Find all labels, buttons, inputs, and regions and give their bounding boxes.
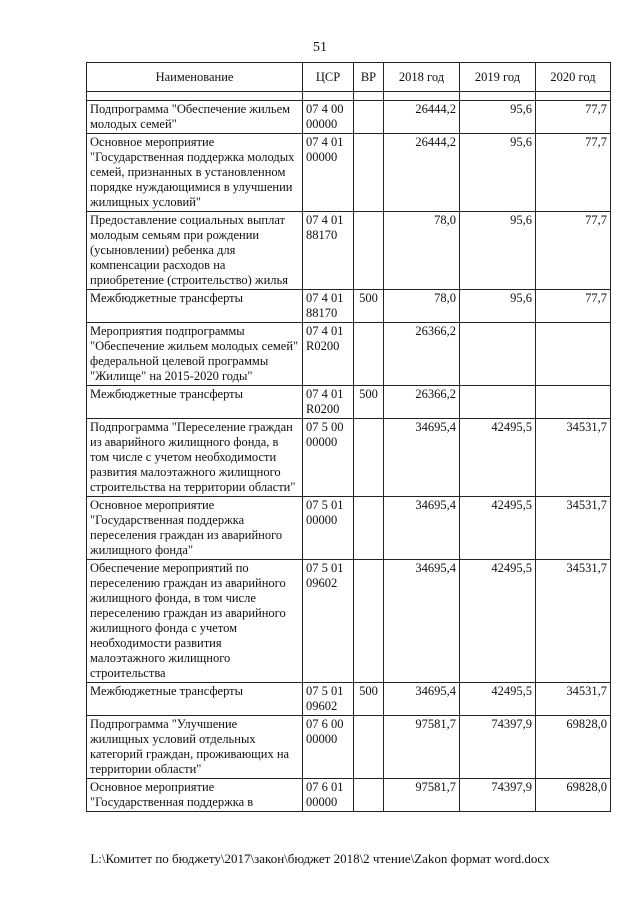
row-name: Мероприятия подпрограммы "Обеспечение жильем молодых семей" федеральной целевой программы "Жилище" на 2015-2020 годы" [87, 323, 303, 386]
row-vr [354, 779, 384, 812]
row-2019: 74397,9 [460, 779, 536, 812]
header-csr: ЦСР [303, 63, 354, 92]
row-name: Подпрограмма "Улучшение жилищных условий отдельных категорий граждан, проживающих на территории области" [87, 716, 303, 779]
row-name: Межбюджетные трансферты [87, 683, 303, 716]
table-row [87, 386, 611, 419]
row-2019 [460, 323, 536, 386]
table-row [87, 560, 611, 683]
row-2020 [536, 386, 611, 419]
header-name: Наименование [87, 63, 303, 92]
row-2018: 78,0 [384, 212, 460, 290]
row-csr: 07 4 01 00000 [303, 134, 354, 212]
row-2019: 42495,5 [460, 497, 536, 560]
header-2019: 2019 год [460, 63, 536, 92]
row-2019: 74397,9 [460, 716, 536, 779]
row-name: Обеспечение мероприятий по переселению граждан из аварийного жилищного фонда, в том числе переселению граждан из аварийного жилищного фонда с учетом необходимости развития малоэтажного жилищного строительства [87, 560, 303, 683]
row-vr [354, 134, 384, 212]
row-name: Подпрограмма "Обеспечение жильем молодых семей" [87, 101, 303, 134]
row-csr: 07 4 01 R0200 [303, 386, 354, 419]
row-2018: 34695,4 [384, 497, 460, 560]
row-csr: 07 5 00 00000 [303, 419, 354, 497]
row-2019: 42495,5 [460, 683, 536, 716]
budget-table [86, 62, 611, 812]
table-row [87, 779, 611, 812]
row-csr: 07 6 00 00000 [303, 716, 354, 779]
header-2018: 2018 год [384, 63, 460, 92]
row-csr: 07 5 01 00000 [303, 497, 354, 560]
row-name: Основное мероприятие "Государственная поддержка переселения граждан из аварийного жилищного фонда" [87, 497, 303, 560]
row-2018: 97581,7 [384, 779, 460, 812]
row-2020: 69828,0 [536, 779, 611, 812]
row-2020: 34531,7 [536, 497, 611, 560]
row-name: Основное мероприятие "Государственная поддержка молодых семей, признанных в установленном порядке нуждающимися в улучшении жилищных условий" [87, 134, 303, 212]
row-2019: 95,6 [460, 134, 536, 212]
row-vr [354, 560, 384, 683]
row-csr: 07 4 01 R0200 [303, 323, 354, 386]
row-2018: 34695,4 [384, 683, 460, 716]
header-2020: 2020 год [536, 63, 611, 92]
row-2020: 34531,7 [536, 419, 611, 497]
row-2019: 42495,5 [460, 419, 536, 497]
row-2018: 26366,2 [384, 386, 460, 419]
table-header-row [87, 63, 611, 92]
file-path-footer: L:\Комитет по бюджету\2017\закон\бюджет 2018\2 чтение\Zakon формат word.docx [90, 851, 550, 866]
row-name: Предоставление социальных выплат молодым семьям при рождении (усыновлении) ребенка для компенсации расходов на приобретение (строительство) жилья [87, 212, 303, 290]
row-name: Межбюджетные трансферты [87, 290, 303, 323]
spacer-row [87, 92, 611, 101]
row-2018: 78,0 [384, 290, 460, 323]
row-2018: 26444,2 [384, 101, 460, 134]
row-vr: 500 [354, 290, 384, 323]
row-2019: 95,6 [460, 290, 536, 323]
row-2019: 95,6 [460, 212, 536, 290]
row-2018: 97581,7 [384, 716, 460, 779]
row-vr [354, 716, 384, 779]
row-csr: 07 4 00 00000 [303, 101, 354, 134]
row-vr [354, 323, 384, 386]
header-vr: ВР [354, 63, 384, 92]
row-vr [354, 101, 384, 134]
row-vr [354, 497, 384, 560]
table-row [87, 683, 611, 716]
row-csr: 07 4 01 88170 [303, 212, 354, 290]
row-2018: 34695,4 [384, 560, 460, 683]
table-row [87, 716, 611, 779]
row-name: Основное мероприятие "Государственная поддержка в [87, 779, 303, 812]
row-2020: 77,7 [536, 212, 611, 290]
row-vr: 500 [354, 386, 384, 419]
table-row [87, 419, 611, 497]
row-2018: 26444,2 [384, 134, 460, 212]
row-2018: 34695,4 [384, 419, 460, 497]
row-2020: 77,7 [536, 134, 611, 212]
row-vr [354, 419, 384, 497]
row-2019 [460, 386, 536, 419]
row-2019: 95,6 [460, 101, 536, 134]
row-2020: 77,7 [536, 290, 611, 323]
row-2020: 34531,7 [536, 560, 611, 683]
table-row [87, 134, 611, 212]
row-csr: 07 4 01 88170 [303, 290, 354, 323]
row-csr: 07 5 01 09602 [303, 560, 354, 683]
row-2020 [536, 323, 611, 386]
row-2019: 42495,5 [460, 560, 536, 683]
page-number: 51 [313, 40, 327, 55]
row-2020: 34531,7 [536, 683, 611, 716]
row-csr: 07 5 01 09602 [303, 683, 354, 716]
table-row [87, 323, 611, 386]
row-name: Подпрограмма "Переселение граждан из аварийного жилищного фонда, в том числе с учетом необходимости развития малоэтажного жилищного строительства на территории области" [87, 419, 303, 497]
row-2018: 26366,2 [384, 323, 460, 386]
table-row [87, 290, 611, 323]
table-row [87, 497, 611, 560]
row-csr: 07 6 01 00000 [303, 779, 354, 812]
row-vr: 500 [354, 683, 384, 716]
row-vr [354, 212, 384, 290]
row-2020: 77,7 [536, 101, 611, 134]
row-name: Межбюджетные трансферты [87, 386, 303, 419]
table-row [87, 212, 611, 290]
row-2020: 69828,0 [536, 716, 611, 779]
table-row [87, 101, 611, 134]
